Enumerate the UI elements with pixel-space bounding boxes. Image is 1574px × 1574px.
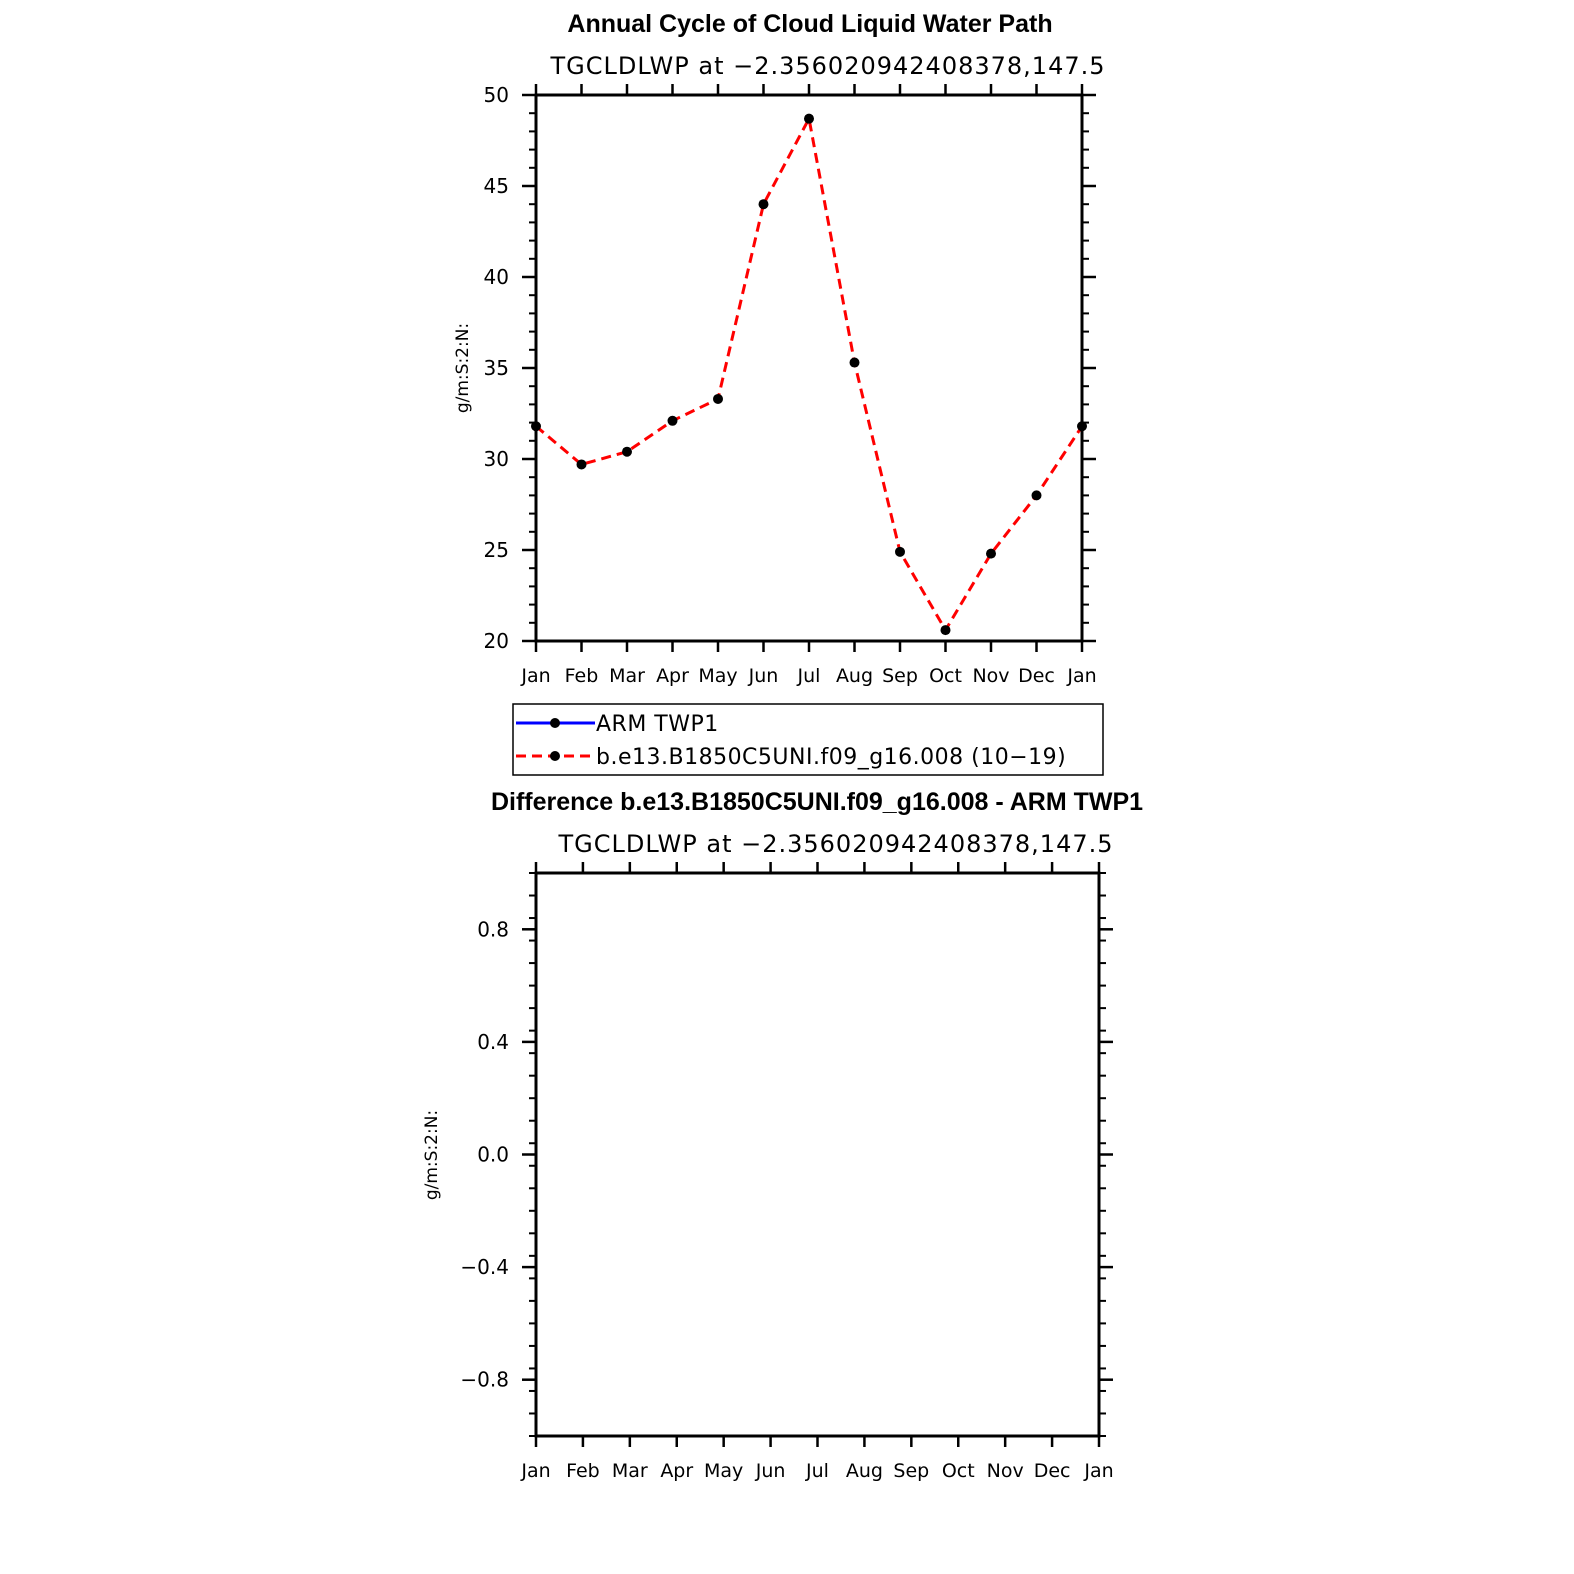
- panel1-x-tick-labels: [520, 665, 1096, 687]
- panel2-y-tick-labels: [460, 917, 509, 1391]
- x-tick-label: Jan: [521, 665, 551, 687]
- data-point: [895, 547, 905, 557]
- y-tick-label: −0.4: [460, 1255, 509, 1280]
- x-tick-label: Oct: [941, 1460, 975, 1482]
- x-tick-label: Apr: [660, 1460, 694, 1482]
- panel1-title: Annual Cycle of Cloud Liquid Water Path: [567, 10, 1053, 38]
- panel1-y-axis-label: g/m:S:2:N:: [453, 322, 473, 414]
- x-tick-label: May: [698, 665, 738, 687]
- data-point: [759, 199, 769, 209]
- data-point: [531, 421, 541, 431]
- panel2-y-axis-label: g/m:S:2:N:: [422, 1109, 442, 1201]
- series-line-1: [536, 119, 1082, 630]
- x-tick-label: Jun: [748, 665, 779, 687]
- panel2-subtitle: TGCLDLWP at −2.356020942408378,147.5: [558, 830, 1114, 858]
- x-tick-label: Jan: [1067, 665, 1097, 687]
- y-tick-label: 50: [483, 83, 509, 107]
- data-point: [941, 625, 951, 635]
- y-tick-label: 0.0: [477, 1142, 509, 1167]
- x-tick-label: Feb: [564, 665, 599, 687]
- data-point: [622, 447, 632, 457]
- x-tick-label: May: [704, 1460, 744, 1482]
- panel1-y-tick-labels: [484, 83, 509, 653]
- panel2-plot-frame: [536, 873, 1099, 1436]
- x-tick-label: Jan: [521, 1460, 551, 1482]
- y-tick-label: 40: [483, 265, 509, 289]
- panel2-ticks: [522, 862, 1113, 1447]
- x-tick-label: Sep: [893, 1460, 930, 1482]
- panel2-title: Difference b.e13.B1850C5UNI.f09_g16.008 - ARM TWP1: [490, 788, 1144, 816]
- x-tick-label: Dec: [1033, 1460, 1071, 1482]
- panel1-ticks: [522, 84, 1096, 652]
- x-tick-label: Mar: [611, 1460, 648, 1482]
- y-tick-label: 0.8: [477, 917, 509, 942]
- panel2-x-tick-labels: [520, 1460, 1113, 1482]
- x-tick-label: Apr: [656, 665, 689, 687]
- x-tick-label: Sep: [882, 665, 918, 687]
- data-point: [1077, 421, 1087, 431]
- y-tick-label: 35: [483, 356, 509, 380]
- y-tick-label: 30: [483, 447, 509, 471]
- panel1-subtitle: TGCLDLWP at −2.356020942408378,147.5: [550, 52, 1106, 80]
- x-tick-label: Jul: [806, 1460, 829, 1482]
- data-point: [850, 358, 860, 368]
- data-point: [1032, 490, 1042, 500]
- y-tick-label: −0.8: [460, 1367, 509, 1392]
- x-tick-label: Jul: [797, 665, 821, 687]
- y-tick-label: 45: [483, 174, 509, 198]
- legend-marker-arm: [550, 718, 560, 728]
- x-tick-label: Oct: [929, 665, 962, 687]
- panel1-series: [531, 114, 1087, 635]
- annual-cycle-panel: [453, 10, 1106, 687]
- panel1-plot-frame: [536, 95, 1082, 641]
- x-tick-label: Dec: [1018, 665, 1055, 687]
- x-tick-label: Jan: [1084, 1460, 1114, 1482]
- data-point: [713, 394, 723, 404]
- data-point: [986, 549, 996, 559]
- difference-panel: [422, 788, 1143, 1482]
- x-tick-label: Aug: [845, 1460, 883, 1482]
- x-tick-label: Mar: [609, 665, 645, 687]
- legend-label-arm: ARM TWP1: [596, 712, 719, 737]
- x-tick-label: Feb: [566, 1460, 600, 1482]
- legend-label-model: b.e13.B1850C5UNI.f09_g16.008 (10−19): [596, 745, 1067, 770]
- legend: [513, 704, 1103, 775]
- y-tick-label: 0.4: [477, 1029, 509, 1054]
- x-tick-label: Aug: [835, 665, 874, 687]
- data-point: [668, 416, 678, 426]
- x-tick-label: Jun: [755, 1460, 786, 1482]
- x-tick-label: Nov: [986, 1460, 1024, 1482]
- data-point: [804, 114, 814, 124]
- legend-marker-model: [550, 751, 560, 761]
- x-tick-label: Nov: [972, 665, 1010, 687]
- data-point: [577, 459, 587, 469]
- y-tick-label: 25: [483, 538, 509, 562]
- y-tick-label: 20: [483, 629, 509, 653]
